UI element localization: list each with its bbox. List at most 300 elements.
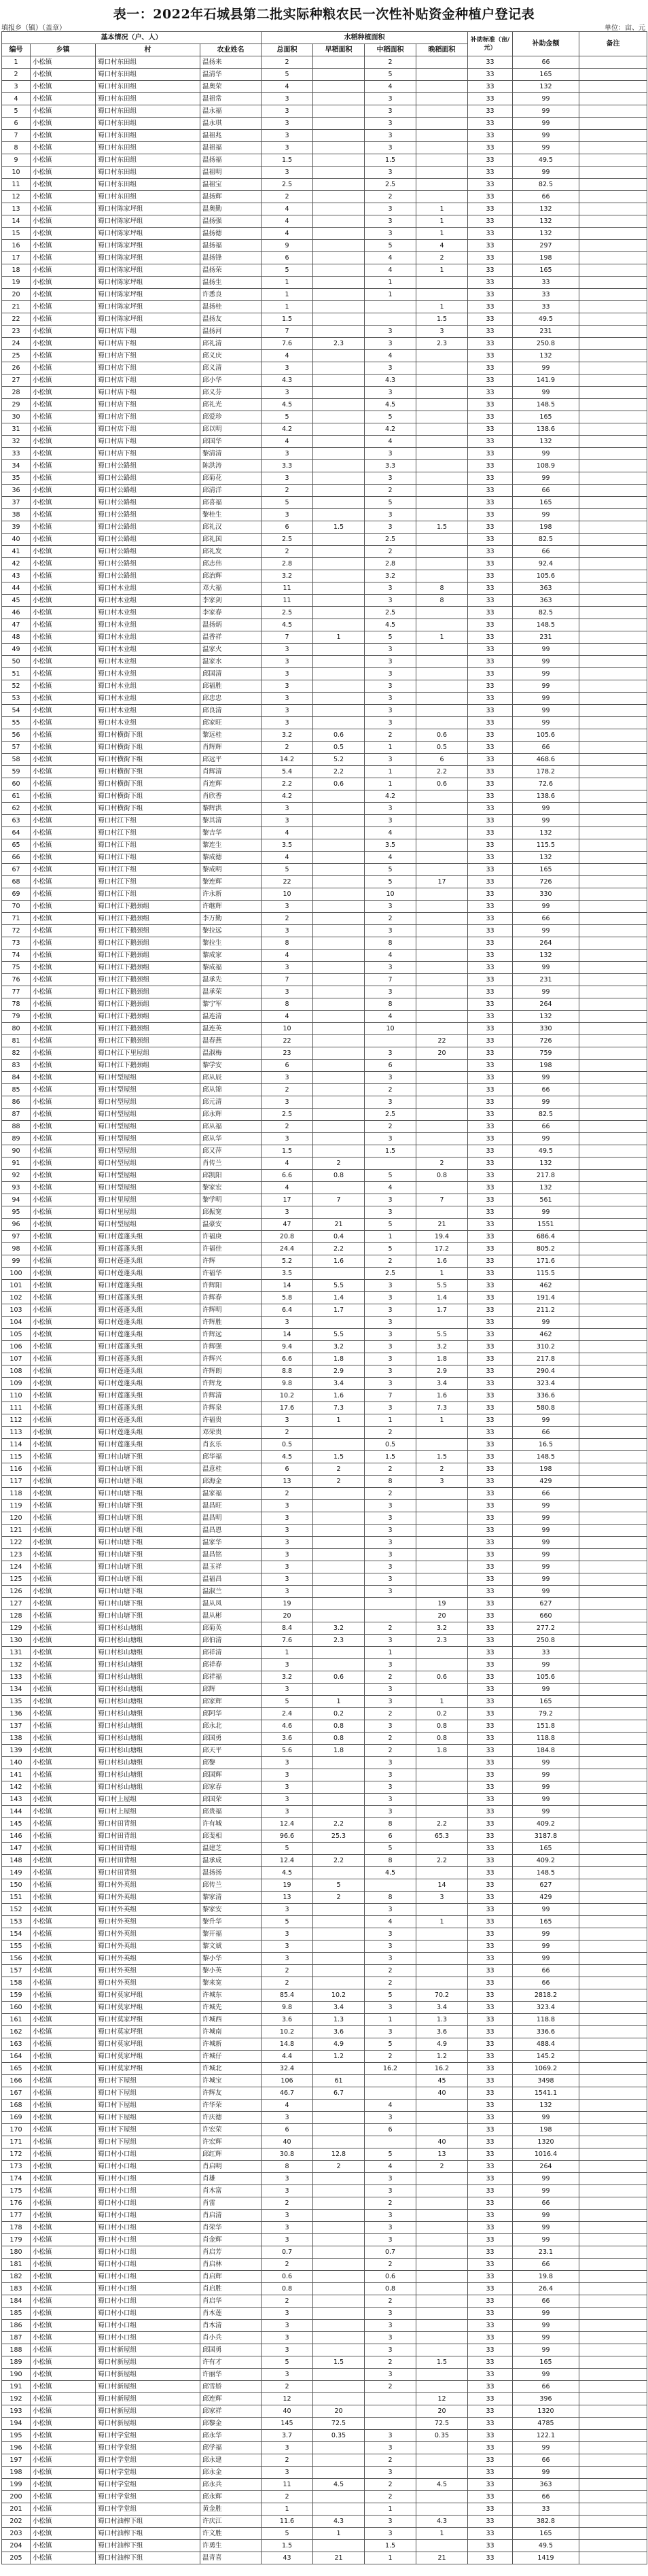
cell-farmer-name: 许城北 [200, 2063, 262, 2075]
cell-mid-rice: 3 [365, 1047, 416, 1060]
cell-subsidy-standard: 33 [468, 1035, 513, 1047]
cell-subsidy-amount: 99 [513, 142, 579, 154]
cell-subsidy-standard: 33 [468, 2038, 513, 2051]
cell-total-area: 4 [262, 203, 313, 215]
cell-mid-rice: 4 [365, 2161, 416, 2173]
table-row [2, 1476, 647, 1488]
cell-village: 蜀口村山塘下组 [96, 1500, 200, 1512]
cell-mid-rice: 2 [365, 1622, 416, 1635]
cell-mid-rice: 3 [365, 2320, 416, 2332]
cell-early-rice: 0.8 [313, 1733, 365, 1745]
cell-subsidy-standard: 33 [468, 1537, 513, 1549]
table-row [2, 521, 647, 534]
cell-subsidy-standard: 33 [468, 729, 513, 742]
cell-subsidy-standard: 33 [468, 546, 513, 558]
cell-remarks [579, 289, 647, 301]
cell-early-rice [313, 289, 365, 301]
cell-mid-rice: 3 [365, 2369, 416, 2381]
cell-remarks [579, 925, 647, 937]
cell-mid-rice [365, 1598, 416, 1610]
cell-subsidy-amount: 66 [513, 56, 579, 69]
cell-early-rice: 1.4 [313, 1292, 365, 1304]
cell-subsidy-amount: 99 [513, 962, 579, 974]
cell-late-rice [416, 1561, 468, 1573]
cell-subsidy-amount: 99 [513, 2210, 579, 2222]
cell-farmer-name: 黎连生 [200, 839, 262, 852]
cell-remarks [579, 2491, 647, 2503]
cell-mid-rice: 3 [365, 2442, 416, 2454]
cell-remarks [579, 313, 647, 326]
cell-early-rice: 0.6 [313, 729, 365, 742]
cell-village: 蜀口村新屋组 [96, 2418, 200, 2430]
cell-subsidy-amount: 66 [513, 2259, 579, 2271]
cell-village: 蜀口村横街下组 [96, 742, 200, 754]
cell-mid-rice: 2 [365, 56, 416, 69]
cell-total-area: 2 [262, 191, 313, 203]
cell-town: 小松镇 [31, 1610, 96, 1622]
cell-farmer-name: 黎远桂 [200, 729, 262, 742]
cell-farmer-name: 许辉强 [200, 1341, 262, 1353]
cell-subsidy-standard: 33 [468, 1280, 513, 1292]
cell-number: 63 [2, 815, 31, 827]
cell-early-rice [313, 864, 365, 876]
cell-total-area: 4.2 [262, 790, 313, 803]
cell-village: 蜀口村东田组 [96, 142, 200, 154]
cell-subsidy-standard: 33 [468, 301, 513, 313]
cell-early-rice [313, 962, 365, 974]
table-row [2, 1390, 647, 1402]
cell-number: 194 [2, 2418, 31, 2430]
table-row [2, 448, 647, 460]
cell-number: 13 [2, 203, 31, 215]
cell-subsidy-amount: 132 [513, 436, 579, 448]
table-row [2, 1255, 647, 1268]
cell-late-rice: 8 [416, 595, 468, 607]
cell-subsidy-amount: 165 [513, 497, 579, 509]
cell-village: 蜀口村陈家坪组 [96, 215, 200, 228]
cell-village: 蜀口村小口组 [96, 2246, 200, 2259]
cell-total-area: 12.4 [262, 1855, 313, 1867]
cell-village: 蜀口村江下鹅颈组 [96, 1011, 200, 1023]
cell-number: 168 [2, 2100, 31, 2112]
cell-subsidy-standard: 33 [468, 1219, 513, 1231]
cell-farmer-name: 邱传兰 [200, 1879, 262, 1892]
cell-subsidy-amount: 82.5 [513, 179, 579, 191]
cell-village: 蜀口村店下组 [96, 362, 200, 375]
cell-early-rice [313, 1121, 365, 1133]
cell-early-rice: 0.8 [313, 1720, 365, 1733]
cell-town: 小松镇 [31, 1023, 96, 1035]
cell-total-area: 10 [262, 888, 313, 901]
cell-mid-rice: 6 [365, 2124, 416, 2136]
cell-remarks [579, 387, 647, 399]
cell-subsidy-standard: 33 [468, 1109, 513, 1121]
cell-subsidy-amount: 217.8 [513, 1170, 579, 1182]
cell-subsidy-amount: 165 [513, 411, 579, 423]
cell-village: 蜀口村型屋组 [96, 1158, 200, 1170]
cell-subsidy-amount: 33 [513, 1647, 579, 1659]
cell-subsidy-amount: 148.5 [513, 399, 579, 411]
cell-town: 小松镇 [31, 1586, 96, 1598]
cell-number: 83 [2, 1060, 31, 1072]
cell-number: 176 [2, 2197, 31, 2210]
cell-farmer-name: 邱斐相 [200, 1830, 262, 1843]
cell-farmer-name: 邱国勇 [200, 2344, 262, 2356]
cell-total-area: 3 [262, 2210, 313, 2222]
cell-late-rice [416, 1023, 468, 1035]
cell-subsidy-standard: 33 [468, 937, 513, 950]
cell-early-rice [313, 2393, 365, 2405]
page-title: 表一：2022年石城县第二批实际种粮农民一次性补贴资金种植户登记表 [113, 7, 535, 22]
cell-late-rice [416, 2454, 468, 2467]
cell-mid-rice: 3 [365, 1806, 416, 1818]
cell-number: 138 [2, 1733, 31, 1745]
cell-total-area: 22 [262, 876, 313, 888]
cell-subsidy-amount: 462 [513, 1329, 579, 1341]
cell-number: 127 [2, 1598, 31, 1610]
cell-mid-rice: 3 [365, 1133, 416, 1145]
cell-number: 68 [2, 876, 31, 888]
table-row [2, 2197, 647, 2210]
cell-mid-rice: 4.5 [365, 1867, 416, 1879]
cell-mid-rice: 3 [365, 1757, 416, 1769]
cell-late-rice [416, 179, 468, 191]
cell-town: 小松镇 [31, 1769, 96, 1781]
cell-late-rice [416, 2173, 468, 2185]
cell-total-area: 4.3 [262, 375, 313, 387]
table-row [2, 1268, 647, 1280]
cell-subsidy-standard: 33 [468, 998, 513, 1011]
cell-late-rice [416, 2332, 468, 2344]
cell-mid-rice: 0.5 [365, 1439, 416, 1451]
table-row [2, 998, 647, 1011]
table-row [2, 1427, 647, 1439]
cell-village: 蜀口村横街下组 [96, 790, 200, 803]
cell-total-area: 4 [262, 1011, 313, 1023]
cell-town: 小松镇 [31, 2038, 96, 2051]
cell-subsidy-standard: 33 [468, 240, 513, 252]
table-row [2, 1892, 647, 1904]
cell-town: 小松镇 [31, 179, 96, 191]
cell-farmer-name: 黎开福 [200, 1928, 262, 1940]
cell-village: 蜀口村公路组 [96, 558, 200, 570]
cell-late-rice: 19.4 [416, 1231, 468, 1243]
table-row [2, 399, 647, 411]
cell-remarks [579, 2051, 647, 2063]
cell-subsidy-amount: 99 [513, 1206, 579, 1219]
cell-late-rice: 7 [416, 1194, 468, 1206]
cell-remarks [579, 1549, 647, 1561]
cell-mid-rice: 3 [365, 1928, 416, 1940]
cell-subsidy-standard: 33 [468, 901, 513, 913]
cell-farmer-name: 黎文斌 [200, 1940, 262, 1953]
cell-village: 蜀口村木业组 [96, 619, 200, 631]
table-row [2, 289, 647, 301]
cell-number: 203 [2, 2528, 31, 2540]
table-row [2, 411, 647, 423]
cell-town: 小松镇 [31, 607, 96, 619]
cell-subsidy-amount: 138.6 [513, 790, 579, 803]
table-row [2, 2173, 647, 2185]
cell-remarks [579, 240, 647, 252]
cell-village: 蜀口村新屋组 [96, 2405, 200, 2418]
cell-subsidy-amount: 217.8 [513, 1353, 579, 1365]
cell-remarks [579, 2234, 647, 2246]
cell-number: 177 [2, 2210, 31, 2222]
cell-mid-rice: 1 [365, 766, 416, 778]
cell-mid-rice: 5 [365, 876, 416, 888]
cell-village: 蜀口村莲蓬头组 [96, 1402, 200, 1414]
table-row [2, 179, 647, 191]
table-row [2, 1659, 647, 1671]
cell-total-area: 3 [262, 362, 313, 375]
cell-mid-rice: 2.5 [365, 1268, 416, 1280]
cell-early-rice: 4.3 [313, 2516, 365, 2528]
cell-farmer-name: 温奥荣 [200, 81, 262, 93]
table-row [2, 839, 647, 852]
cell-total-area: 3 [262, 2344, 313, 2356]
cell-town: 小松镇 [31, 619, 96, 631]
table-row [2, 925, 647, 937]
cell-subsidy-amount: 99 [513, 693, 579, 705]
cell-farmer-name: 邱良清 [200, 705, 262, 717]
cell-mid-rice: 3 [365, 93, 416, 105]
cell-remarks [579, 1818, 647, 1830]
cell-village: 蜀口村东田组 [96, 118, 200, 130]
table-row [2, 1158, 647, 1170]
cell-village: 蜀口村新屋组 [96, 2356, 200, 2369]
cell-mid-rice: 4 [365, 1916, 416, 1928]
cell-village: 蜀口村木业组 [96, 693, 200, 705]
cell-town: 小松镇 [31, 974, 96, 986]
cell-subsidy-amount: 132 [513, 852, 579, 864]
table-row [2, 1622, 647, 1635]
table-row [2, 2332, 647, 2344]
cell-town: 小松镇 [31, 1659, 96, 1671]
cell-town: 小松镇 [31, 827, 96, 839]
cell-town: 小松镇 [31, 2540, 96, 2552]
cell-subsidy-amount: 99 [513, 1072, 579, 1084]
cell-subsidy-standard: 33 [468, 1953, 513, 1965]
cell-number: 17 [2, 252, 31, 264]
cell-subsidy-amount: 99 [513, 387, 579, 399]
cell-subsidy-standard: 33 [468, 2185, 513, 2197]
cell-remarks [579, 2124, 647, 2136]
cell-subsidy-amount: 105.6 [513, 570, 579, 582]
cell-town: 小松镇 [31, 485, 96, 497]
cell-number: 71 [2, 913, 31, 925]
cell-remarks [579, 2418, 647, 2430]
col-number: 编号 [2, 44, 31, 56]
cell-early-rice [313, 2246, 365, 2259]
cell-subsidy-amount: 99 [513, 1414, 579, 1427]
table-row [2, 534, 647, 546]
cell-total-area: 11 [262, 582, 313, 595]
cell-farmer-name: 黎宁军 [200, 998, 262, 1011]
table-row [2, 619, 647, 631]
cell-town: 小松镇 [31, 2381, 96, 2393]
cell-early-rice [313, 1953, 365, 1965]
cell-mid-rice: 3 [365, 680, 416, 693]
cell-village: 蜀口村店下组 [96, 423, 200, 436]
table-row [2, 2283, 647, 2295]
cell-remarks [579, 2344, 647, 2356]
table-row [2, 1451, 647, 1463]
cell-total-area: 43 [262, 2552, 313, 2564]
cell-mid-rice: 5 [365, 411, 416, 423]
cell-number: 191 [2, 2381, 31, 2393]
cell-village: 蜀口村莲蓬头组 [96, 1231, 200, 1243]
cell-subsidy-amount: 165 [513, 264, 579, 277]
cell-remarks [579, 350, 647, 362]
table-row [2, 595, 647, 607]
cell-total-area: 2.5 [262, 534, 313, 546]
table-row [2, 1843, 647, 1855]
cell-remarks [579, 509, 647, 521]
cell-number: 149 [2, 1867, 31, 1879]
cell-subsidy-amount: 310.2 [513, 1341, 579, 1353]
cell-mid-rice: 3 [365, 1194, 416, 1206]
cell-subsidy-amount: 759 [513, 1047, 579, 1060]
table-row [2, 2100, 647, 2112]
cell-early-rice [313, 2442, 365, 2454]
cell-farmer-name: 许文胜 [200, 2528, 262, 2540]
cell-subsidy-standard: 33 [468, 2393, 513, 2405]
cell-mid-rice: 6 [365, 1830, 416, 1843]
cell-early-rice: 1.6 [313, 1255, 365, 1268]
cell-village: 蜀口村江下鹅颈组 [96, 925, 200, 937]
table-row [2, 680, 647, 693]
cell-farmer-name: 肖木莲 [200, 2308, 262, 2320]
cell-town: 小松镇 [31, 1084, 96, 1096]
cell-farmer-name: 肖传兰 [200, 1158, 262, 1170]
cell-town: 小松镇 [31, 582, 96, 595]
cell-town: 小松镇 [31, 1940, 96, 1953]
cell-village: 蜀口村木业组 [96, 595, 200, 607]
table-row [2, 2026, 647, 2038]
cell-early-rice [313, 1047, 365, 1060]
cell-total-area: 96.6 [262, 1830, 313, 1843]
cell-mid-rice: 5 [365, 497, 416, 509]
cell-total-area: 7.6 [262, 1635, 313, 1647]
cell-total-area: 3 [262, 105, 313, 118]
cell-village: 蜀口村江下鹅颈组 [96, 1035, 200, 1047]
cell-farmer-name: 许城南 [200, 2026, 262, 2038]
cell-town: 小松镇 [31, 203, 96, 215]
cell-subsidy-amount: 382.8 [513, 2516, 579, 2528]
cell-mid-rice: 2 [365, 1121, 416, 1133]
cell-farmer-name: 邓荣贵 [200, 1427, 262, 1439]
cell-mid-rice [365, 2418, 416, 2430]
cell-subsidy-standard: 33 [468, 387, 513, 399]
cell-village: 蜀口村小口组 [96, 2283, 200, 2295]
cell-subsidy-standard: 33 [468, 1439, 513, 1451]
cell-late-rice [416, 2467, 468, 2479]
cell-village: 蜀口村外英组 [96, 1928, 200, 1940]
cell-total-area: 23 [262, 1047, 313, 1060]
cell-remarks [579, 215, 647, 228]
cell-number: 48 [2, 631, 31, 644]
cell-town: 小松镇 [31, 2503, 96, 2516]
cell-town: 小松镇 [31, 644, 96, 656]
cell-subsidy-amount: 66 [513, 2197, 579, 2210]
cell-town: 小松镇 [31, 240, 96, 252]
cell-total-area: 4 [262, 436, 313, 448]
cell-subsidy-amount: 264 [513, 998, 579, 1011]
table-row [2, 1830, 647, 1843]
cell-number: 10 [2, 167, 31, 179]
cell-subsidy-amount: 165 [513, 1843, 579, 1855]
cell-late-rice [416, 105, 468, 118]
cell-subsidy-amount: 66 [513, 1084, 579, 1096]
cell-late-rice [416, 2283, 468, 2295]
cell-subsidy-amount: 297 [513, 240, 579, 252]
cell-remarks [579, 2259, 647, 2271]
cell-subsidy-standard: 33 [468, 1463, 513, 1476]
cell-farmer-name: 邱从锦 [200, 1084, 262, 1096]
cell-subsidy-amount: 198 [513, 1463, 579, 1476]
table-row [2, 81, 647, 93]
cell-early-rice [313, 1573, 365, 1586]
cell-town: 小松镇 [31, 2369, 96, 2381]
cell-subsidy-amount: 2818.2 [513, 1989, 579, 2002]
cell-town: 小松镇 [31, 2308, 96, 2320]
cell-subsidy-standard: 33 [468, 754, 513, 766]
cell-remarks [579, 1329, 647, 1341]
col-subsidy-standard: 补助标准（亩/元） [468, 32, 513, 56]
table-row [2, 2405, 647, 2418]
cell-town: 小松镇 [31, 1965, 96, 1977]
cell-farmer-name: 温扬锋 [200, 252, 262, 264]
cell-total-area: 3 [262, 1525, 313, 1537]
cell-town: 小松镇 [31, 399, 96, 411]
cell-early-rice [313, 411, 365, 423]
cell-subsidy-standard: 33 [468, 1084, 513, 1096]
cell-late-rice [416, 680, 468, 693]
cell-number: 37 [2, 497, 31, 509]
table-row [2, 118, 647, 130]
cell-subsidy-standard: 33 [468, 2100, 513, 2112]
cell-number: 132 [2, 1659, 31, 1671]
cell-late-rice [416, 350, 468, 362]
cell-subsidy-standard: 33 [468, 2112, 513, 2124]
cell-town: 小松镇 [31, 350, 96, 362]
cell-subsidy-standard: 33 [468, 289, 513, 301]
table-row [2, 264, 647, 277]
cell-subsidy-standard: 33 [468, 1720, 513, 1733]
cell-subsidy-standard: 33 [468, 1794, 513, 1806]
cell-early-rice: 1.5 [313, 1451, 365, 1463]
cell-mid-rice: 3 [365, 1573, 416, 1586]
cell-mid-rice: 3 [365, 1280, 416, 1292]
table-row [2, 974, 647, 986]
cell-village: 蜀口村莲蓬头组 [96, 1414, 200, 1427]
cell-late-rice: 3.2 [416, 1341, 468, 1353]
cell-farmer-name: 黎拉远 [200, 925, 262, 937]
table-row [2, 1011, 647, 1023]
cell-town: 小松镇 [31, 1439, 96, 1451]
cell-remarks [579, 2320, 647, 2332]
cell-total-area: 5.6 [262, 1745, 313, 1757]
cell-number: 189 [2, 2356, 31, 2369]
cell-late-rice: 2 [416, 1463, 468, 1476]
cell-mid-rice: 4.5 [365, 619, 416, 631]
cell-number: 178 [2, 2222, 31, 2234]
cell-town: 小松镇 [31, 2136, 96, 2148]
cell-total-area: 3 [262, 167, 313, 179]
cell-remarks [579, 277, 647, 289]
table-row [2, 1121, 647, 1133]
